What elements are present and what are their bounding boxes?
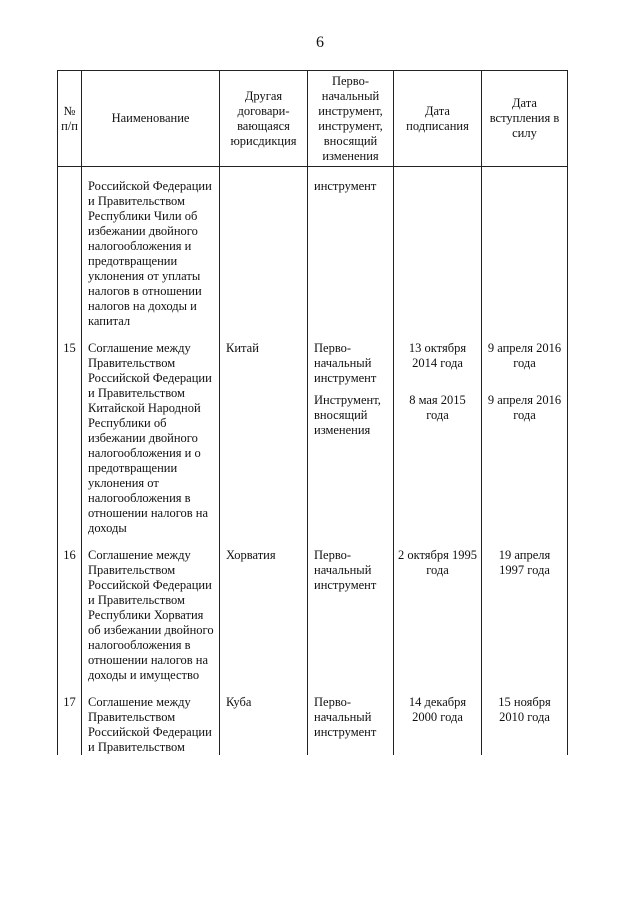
row-number: 16 bbox=[58, 548, 82, 683]
table-row bbox=[58, 179, 568, 329]
agreement-name: Соглашение между Правительством Российской Федерации и Правительством bbox=[82, 695, 220, 755]
treaties-table bbox=[57, 70, 568, 755]
row-number bbox=[58, 179, 82, 329]
table-row bbox=[58, 695, 568, 755]
date-signed: 14 декабря 2000 года bbox=[408, 695, 467, 724]
table-spacer-row bbox=[58, 167, 568, 180]
jurisdiction: Куба bbox=[220, 695, 308, 755]
column-header-jurisdiction: Другая договари-вающаяся юрисдикция bbox=[220, 71, 308, 167]
date-signed: 8 мая 2015 года bbox=[409, 393, 466, 422]
column-header-instrument: Перво-начальный инструмент, инструмент, вносящий изменения bbox=[308, 71, 394, 167]
jurisdiction bbox=[220, 179, 308, 329]
date-signed: 13 октября 2014 года bbox=[408, 341, 467, 370]
agreement-name: Соглашение между Правительством Российской Федерации и Правительством Китайской Народной Республики об избежании двойного налогообложения и о предотвращении уклонения от налогообложения в отношении налогов на доходы bbox=[82, 341, 220, 536]
instrument-type: Инструмент, вносящий изменения bbox=[314, 393, 381, 437]
instrument-type: инструмент bbox=[314, 179, 377, 193]
table-row bbox=[58, 341, 568, 536]
instrument-type: Перво-начальный инструмент bbox=[314, 341, 377, 385]
row-number: 15 bbox=[58, 341, 82, 536]
jurisdiction: Китай bbox=[220, 341, 308, 536]
column-header-num: № п/п bbox=[58, 71, 82, 167]
date-in-force: 19 апреля 1997 года bbox=[498, 548, 551, 577]
date-in-force: 9 апреля 2016 года bbox=[487, 393, 562, 422]
date-signed: 2 октября 1995 года bbox=[397, 548, 478, 577]
date-in-force: 15 ноября 2010 года bbox=[498, 695, 551, 724]
page-number: 6 bbox=[316, 34, 324, 51]
instrument-type: Перво-начальный инструмент bbox=[314, 695, 377, 739]
table-header-row bbox=[58, 71, 568, 167]
table-row bbox=[58, 548, 568, 683]
column-header-name: Наименование bbox=[82, 71, 220, 167]
column-header-date-in-force: Дата вступления в силу bbox=[482, 71, 568, 167]
column-header-date-signed: Дата подписания bbox=[394, 71, 482, 167]
agreement-name: Соглашение между Правительством Российской Федерации и Правительством Республики Хорватия об избежании двойного налогообложения в отношении налогов на доходы и имущество bbox=[82, 548, 220, 683]
date-in-force: 9 апреля 2016 года bbox=[487, 341, 562, 370]
row-number: 17 bbox=[58, 695, 82, 755]
jurisdiction: Хорватия bbox=[220, 548, 308, 683]
instrument-type: Перво-начальный инструмент bbox=[314, 548, 377, 592]
agreement-name: Российской Федерации и Правительством Республики Чили об избежании двойного налогообложения и предотвращении уклонения от уплаты налогов в отношении налогов на доходы и капитал bbox=[82, 179, 220, 329]
